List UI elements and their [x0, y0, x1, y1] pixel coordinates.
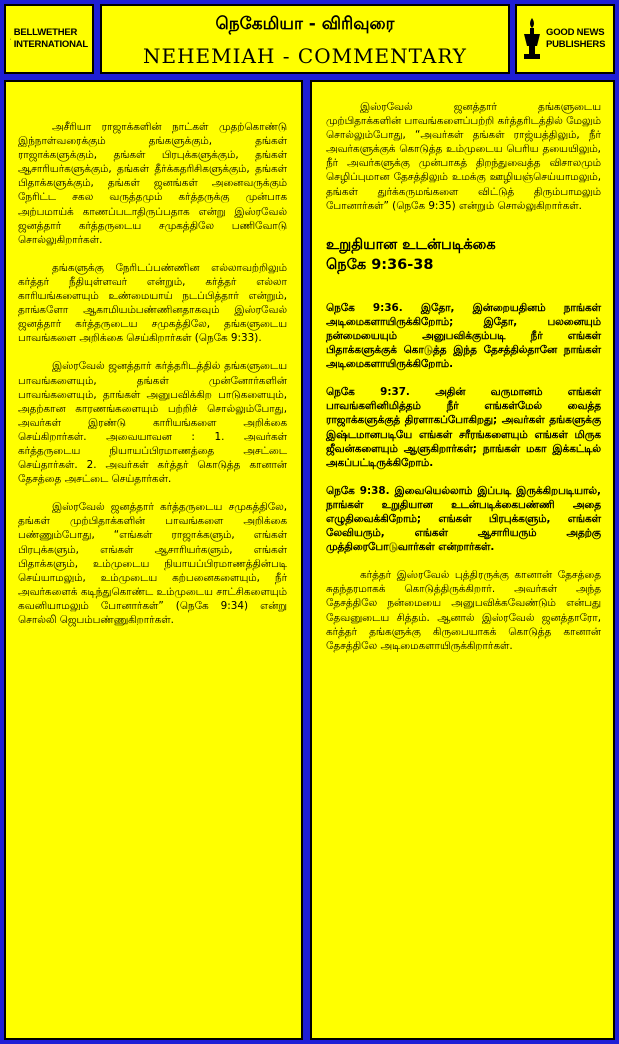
bellwether-logo — [4, 4, 94, 74]
lamp-icon — [521, 16, 543, 62]
title-banner — [100, 4, 510, 74]
left-paragraph-2: தங்களுக்கு நேரிடப்பண்ணின எல்லாவற்றிலும் கர்த்தர் நீதியுள்ளவர் என்றும், கர்த்தர் எல்லா காரியங்களையும் உண்மையாய் நடப்பித்தார் என்றும், தாங்களோ ஆகாமியம்பண்ணினதாகவும் இஸ்ரவேல் ஜனத்தார் கர்த்தருடைய சமுகத்திலே, தங்களுடைய பாவங்களை அறிக்கை செய்கிறார்கள் (நெகே 9:33). — [18, 261, 287, 345]
section-heading-title: உறுதியான உடன்படிக்கை — [326, 236, 496, 253]
right-closing-paragraph: கர்த்தர் இஸ்ரவேல் புத்திரருக்கு கானான் தேசத்தை சுதந்தரமாகக் கொடுத்திருக்கிறார். அவர்கள் அந்த தேசத்திலே நன்மையை அனுபவிக்கவேண்டும் என்பது தேவனுடைய சித்தம். ஆனால் இஸ்ரவேல் ஜனத்தாரோ, கர்த்தர் தங்களுக்கு கிருபையாகக் கொடுத்த கானான் தேசத்திலே அடிமைகளாயிருக்கிறார்கள். — [326, 569, 601, 652]
bellwether-logo-text — [14, 27, 88, 51]
title-tamil: நெகேமியா - விரிவுரை — [215, 14, 395, 34]
verse-9-37: நெகே 9:37. அதின் வருமானம் எங்கள் பாவங்களினிமித்தம் நீர் எங்கள்மேல் வைத்த ராஜாக்களுக்குத் திரளாகப்போகிறது; அவர்கள் தங்களுக்கு இஷ்டமானபடியே எங்கள் சரீரங்களையும் எங்கள் மிருக ஜீவன்களையும் ஆளுகிறார்கள்; நாங்கள் மகா இக்கட்டில் அகப்பட்டிருக்கிறோம். — [326, 386, 601, 469]
left-column — [4, 80, 303, 1040]
right-column — [310, 80, 615, 1040]
verse-9-36: நெகே 9:36. இதோ, இன்றையதினம் நாங்கள் அடிமைகளாயிருக்கிறோம்; இதோ, பலனையும் நன்மையையும் அனுபவிக்கும்படி நீர் எங்கள் பிதாக்களுக்குக் கொடுத்த இந்த தேசத்தில்தானே நாங்கள் அடிமைகளாயிருக்கிறோம். — [326, 301, 601, 371]
left-paragraph-1: அசீரியா ராஜாக்களின் நாட்கள் முதற்கொண்டு இந்நாள்வரைக்கும் தங்களுக்கும், தங்கள் ராஜாக்களுக்கும், தங்கள் பிரபுக்களுக்கும், தங்கள் ஆசாரியர்களுக்கும், தங்கள் தீர்க்கதரிசிகளுக்கும், தங்கள் பிதாக்களுக்கும், தங்கள் ஜனங்கள் அனைவருக்கும் நேரிட்ட சகல வருத்தமும் கர்த்தருக்கு முன்பாக அற்பமாய்க் காணப்படாதிருப்பதாக என்று இஸ்ரவேல் ஜனத்தார் கர்த்தருடைய சமுகத்திலே பணிவோடு சொல்லுகிறார்கள். — [18, 121, 287, 246]
section-heading-reference: நெகே 9:36-38 — [326, 256, 434, 273]
section-heading — [326, 235, 601, 275]
good-news-logo-text — [546, 27, 605, 51]
ram-icon — [10, 16, 11, 62]
left-paragraph-3: இஸ்ரவேல் ஜனத்தார் கர்த்தரிடத்தில் தங்களுடைய பாவங்களையும், தங்கள் முன்னோர்களின் பாவங்களையும், தாங்கள் அனுபவிக்கிற பாடுகளையும், அதற்கான காரணங்களையும் பற்றிச் சொல்லும்போது, அவர்கள் இரண்டு காரியங்களை அறிக்கை செய்கிறார்கள். அவையாவன : 1. அவர்கள் கர்த்தருடைய நியாயப்பிரமாணத்தை அசட்டை செய்தார்கள். 2. அவர்கள் கர்த்தர் கொடுத்த கானான் தேசத்தை அசட்டை செய்தார்கள். — [18, 360, 287, 486]
verse-9-38: நெகே 9:38. இவையெல்லாம் இப்படி இருக்கிறபடியால், நாங்கள் உறுதியான உடன்படிக்கைபண்ணி அதை எழுதிவைக்கிறோம்; எங்கள் பிரபுக்களும், எங்கள் லேவியரும், எங்கள் ஆசாரியரும் அதற்கு முத்திரைபோடுவார்கள் என்றார்கள். — [326, 484, 601, 554]
left-paragraph-4: இஸ்ரவேல் ஜனத்தார் கர்த்தருடைய சமுகத்திலே, தங்கள் முற்பிதாக்களின் பாவங்களை அறிக்கை பண்ணும்போது, “எங்கள் ராஜாக்களும், எங்கள் பிரபுக்களும், எங்கள் ஆசாரியர்களும், எங்கள் பிதாக்களும், உம்முடைய நியாயப்பிரமாணத்தின்படி செய்யாமலும், உம்முடைய கற்பனைகளையும், நீர் அவர்களைக் கடிந்துகொண்ட உம்முடைய சாட்சிகளையும் கவனியாமலும் போனார்கள்” (நெகே 9:34) என்று சொல்லி ஜெபம்பண்ணுகிறார்கள். — [18, 501, 287, 626]
logo-left-line-1: BELLWETHER — [13, 27, 78, 38]
title-english: NEHEMIAH - COMMENTARY — [143, 44, 467, 68]
logo-left-line-2: INTERNATIONAL — [13, 39, 88, 50]
logo-right-line-1: GOOD NEWS — [546, 27, 605, 38]
good-news-logo — [515, 4, 615, 74]
logo-right-line-2: PUBLISHERS — [546, 39, 606, 50]
right-intro-paragraph: இஸ்ரவேல் ஜனத்தார் தங்களுடைய முற்பிதாக்களின் பாவங்களைப்பற்றி கர்த்தரிடத்தில் மேலும் சொல்லும்போது, “அவர்கள் தங்கள் ராஜ்யத்திலும், நீர் அவர்களுக்குக் கொடுத்த உம்முடைய பெரிய தயையிலும், நீர் அவர்களுக்கு முன்பாகத் திறந்துவைத்த விசாலமும் செழிப்புமான தேசத்திலும் உமக்கு ஊழியஞ்செய்யாமலும், தங்கள் துர்க்கருமங்களை விட்டுத் திரும்பாமலும் போனார்கள்” (நெகே 9:35) என்றும் சொல்லுகிறார்கள். — [326, 101, 601, 212]
